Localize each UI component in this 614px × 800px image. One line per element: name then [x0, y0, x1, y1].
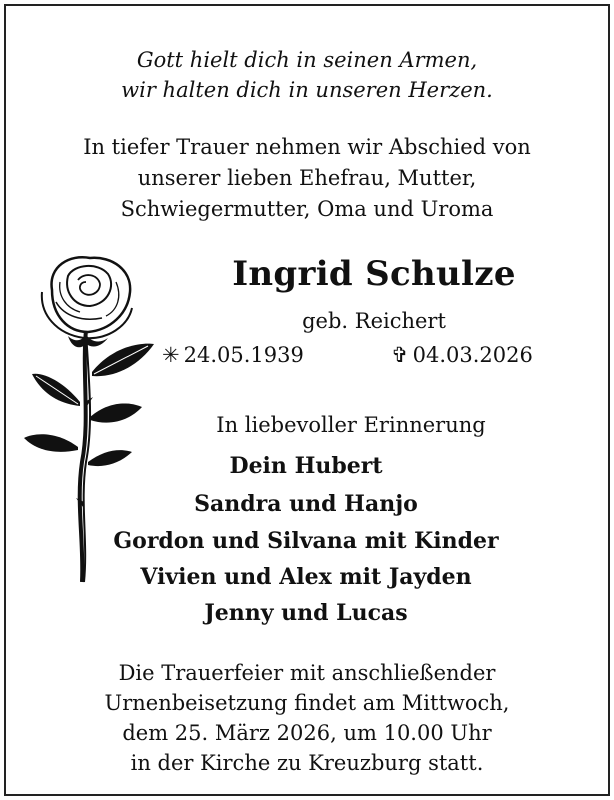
birth-date: 24.05.1939: [183, 343, 304, 367]
mourner-line: Dein Hubert: [229, 453, 383, 479]
deceased-name: Ingrid Schulze: [232, 254, 516, 294]
mourner-line: Gordon und Silvana mit Kinder: [113, 528, 499, 554]
death-date: 04.03.2026: [412, 343, 533, 367]
maiden-name: geb. Reichert: [302, 309, 446, 333]
motto-line-2: wir halten dich in unseren Herzen.: [121, 78, 493, 102]
mourner-line: Vivien und Alex mit Jayden: [140, 564, 472, 590]
ceremony-line-3: dem 25. März 2026, um 10.00 Uhr: [122, 721, 492, 745]
ceremony-line-4: in der Kirche zu Kreuzburg statt.: [130, 751, 484, 775]
obituary-card: [4, 4, 610, 796]
birth-star-icon: ✳: [162, 343, 180, 367]
intro-line-3: Schwiegermutter, Oma und Uroma: [120, 197, 494, 221]
death-cross-icon: ✞: [391, 343, 409, 367]
ceremony-line-2: Urnenbeisetzung findet am Mittwoch,: [104, 691, 510, 715]
intro-line-2: unserer lieben Ehefrau, Mutter,: [137, 166, 477, 190]
memory-heading: In liebevoller Erinnerung: [216, 413, 486, 437]
motto-line-1: Gott hielt dich in seinen Armen,: [136, 48, 478, 72]
death-date-group: [391, 343, 533, 367]
birth-date-group: [162, 343, 304, 367]
intro-line-1: In tiefer Trauer nehmen wir Abschied von: [83, 135, 531, 159]
mourner-line: Jenny und Lucas: [204, 600, 408, 626]
mourner-line: Sandra und Hanjo: [194, 491, 418, 517]
ceremony-line-1: Die Trauerfeier mit anschließender: [118, 661, 496, 685]
